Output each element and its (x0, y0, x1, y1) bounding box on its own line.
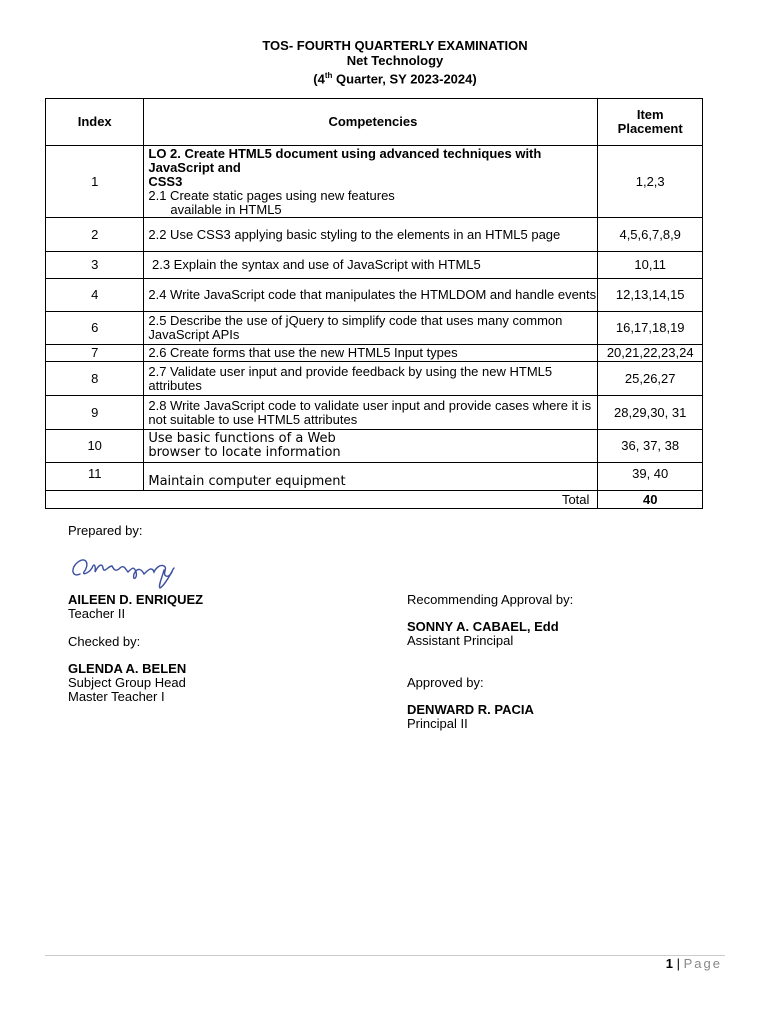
row-competency: LO 2. Create HTML5 document using advanced techniques with JavaScript and CSS3 2.1 Create static pages using new features available in HTML5 (144, 146, 598, 218)
table-row (46, 463, 703, 491)
header-index: Index (46, 99, 144, 146)
row-competency: 2.5 Describe the use of jQuery to simplify code that uses many common JavaScript APIs (144, 312, 598, 345)
row-index: 8 (46, 362, 144, 396)
table-row (46, 362, 703, 396)
document-period: (4th Quarter, SY 2023-2024) (313, 71, 477, 87)
prepared-signatory (68, 593, 203, 621)
row-items: 36, 37, 38 (598, 430, 703, 463)
checked-role: Subject Group Head (68, 675, 186, 690)
row-items: 12,13,14,15 (598, 279, 703, 312)
row-items: 25,26,27 (598, 362, 703, 396)
approved-signatory (407, 703, 534, 731)
table-row (46, 312, 703, 345)
recommending-signatory (407, 620, 559, 648)
row-index: 2 (46, 218, 144, 252)
table-row (46, 430, 703, 463)
row-index: 9 (46, 396, 144, 430)
checked-signatory (68, 662, 186, 704)
prepared-name: AILEEN D. ENRIQUEZ (68, 592, 204, 607)
signature (68, 548, 180, 590)
prepared-role: Teacher II (68, 606, 126, 621)
table-total-row (46, 491, 703, 509)
row-index: 11 (46, 463, 144, 491)
row-competency: 2.3 Explain the syntax and use of JavaScript with HTML5 (144, 252, 598, 279)
checked-role: Master Teacher I (68, 689, 165, 704)
approved-name: DENWARD R. PACIA (407, 702, 534, 717)
row-items: 16,17,18,19 (598, 312, 703, 345)
row-index: 4 (46, 279, 144, 312)
table-header-row (46, 99, 703, 146)
row-competency: 2.7 Validate user input and provide feedback by using the new HTML5 attributes (144, 362, 598, 396)
row-competency: 2.8 Write JavaScript code to validate user input and provide cases where it is not suitable to use HTML5 attributes (144, 396, 598, 430)
document-header (0, 38, 768, 86)
footer-divider (45, 955, 725, 956)
table-row (46, 218, 703, 252)
recommending-label: Recommending Approval by: (407, 592, 574, 607)
header-item-placement: Item Placement (598, 99, 703, 146)
page-footer: 1 | Page (665, 956, 722, 971)
row-index: 3 (46, 252, 144, 279)
page-label: Page (683, 956, 722, 971)
table-row (46, 252, 703, 279)
approved-label: Approved by: (407, 675, 484, 690)
checked-label: Checked by: (68, 634, 141, 649)
recommending-role: Assistant Principal (407, 633, 514, 648)
total-value: 40 (598, 491, 703, 509)
approved-role: Principal II (407, 716, 468, 731)
row-items: 1,2,3 (598, 146, 703, 218)
row-index: 7 (46, 345, 144, 362)
row-items: 4,5,6,7,8,9 (598, 218, 703, 252)
table-row (46, 396, 703, 430)
row-items: 39, 40 (598, 463, 703, 491)
table-row (46, 146, 703, 218)
row-items: 28,29,30, 31 (598, 396, 703, 430)
row-items: 10,11 (598, 252, 703, 279)
total-label: Total (46, 491, 598, 509)
row-competency: 2.2 Use CSS3 applying basic styling to the elements in an HTML5 page (144, 218, 598, 252)
document-title: TOS- FOURTH QUARTERLY EXAMINATION (262, 38, 528, 53)
tos-table (45, 98, 703, 509)
row-competency: 2.4 Write JavaScript code that manipulates the HTMLDOM and handle events (144, 279, 598, 312)
table-row (46, 279, 703, 312)
recommending-name: SONNY A. CABAEL, Edd (407, 619, 559, 634)
prepared-label: Prepared by: (68, 523, 143, 538)
checked-name: GLENDA A. BELEN (68, 661, 187, 676)
row-competency: 2.6 Create forms that use the new HTML5 Input types (144, 345, 598, 362)
row-competency: Maintain computer equipment (144, 463, 598, 491)
row-index: 6 (46, 312, 144, 345)
row-index: 10 (46, 430, 144, 463)
table-row (46, 345, 703, 362)
header-competencies: Competencies (144, 99, 598, 146)
document-subject: Net Technology (346, 53, 444, 68)
row-index: 1 (46, 146, 144, 218)
row-competency: Use basic functions of a Web browser to locate information (144, 430, 598, 463)
row-items: 20,21,22,23,24 (598, 345, 703, 362)
page-number: 1 (665, 956, 674, 971)
